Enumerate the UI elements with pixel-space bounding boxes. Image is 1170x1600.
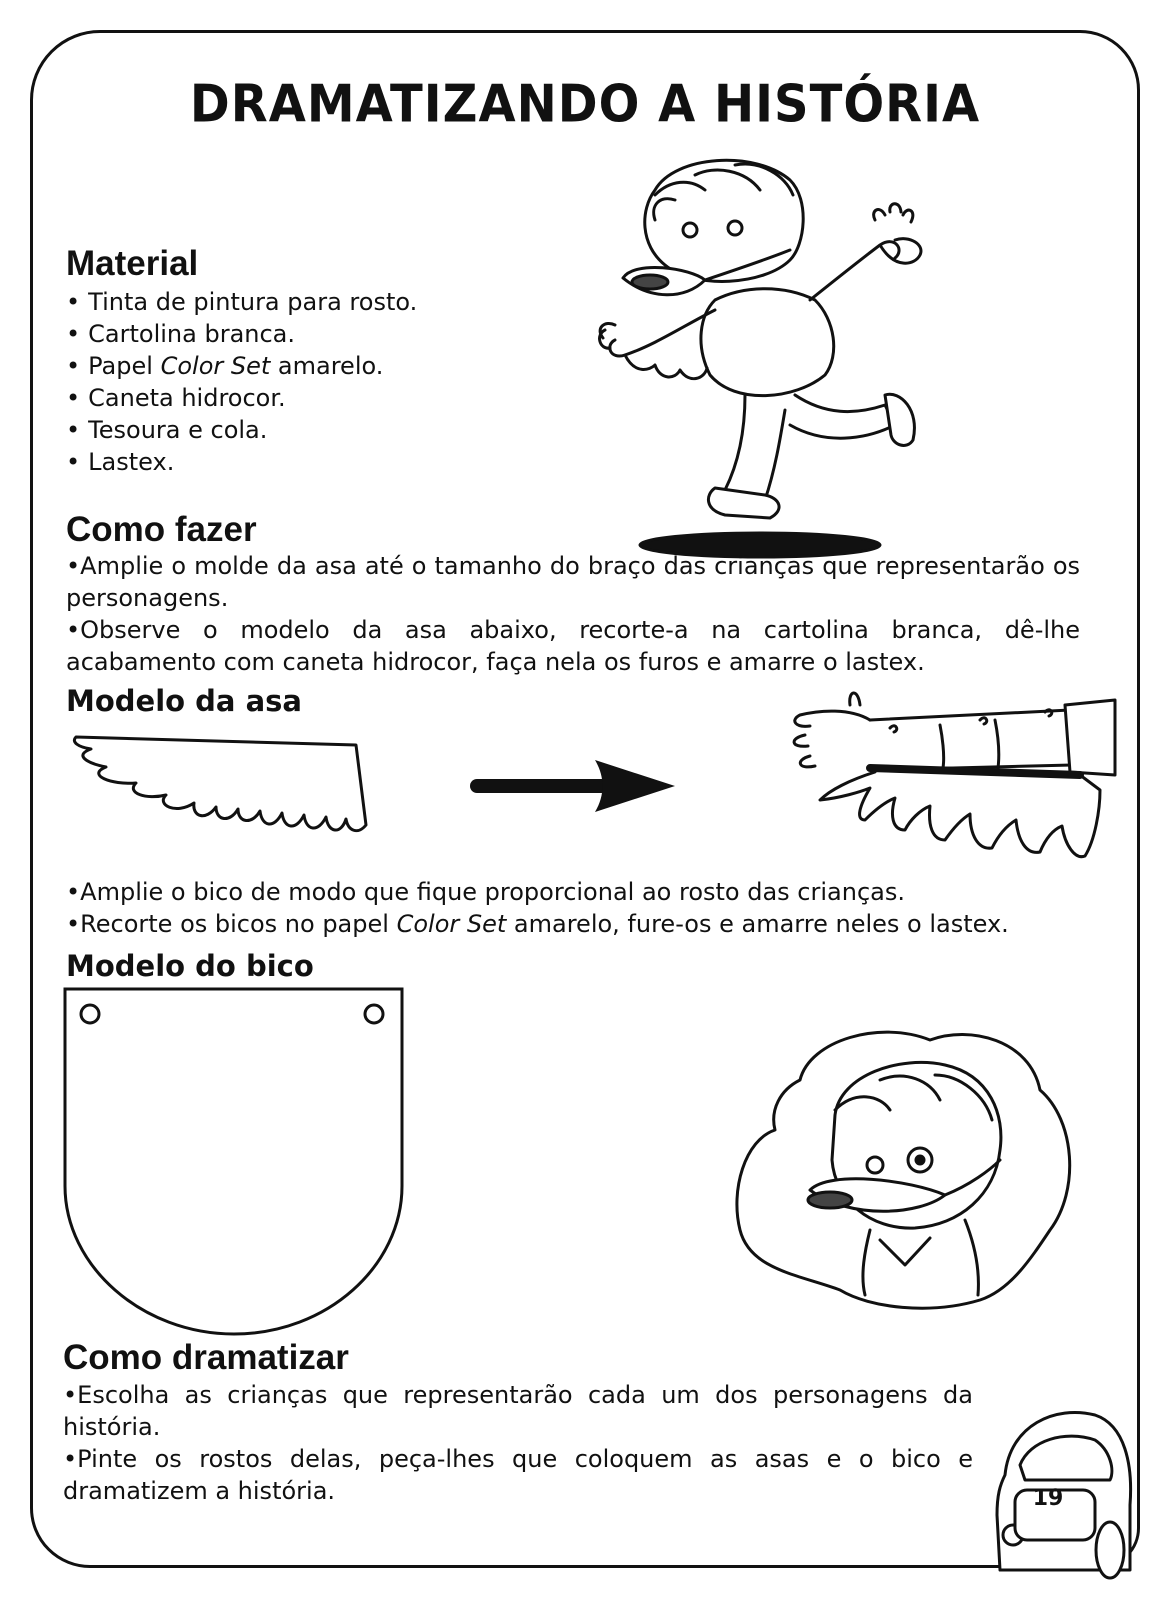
bico-instructions (66, 876, 1080, 940)
wing-template-illustration (66, 725, 378, 840)
list-item: • Tinta de pintura para rosto. (66, 286, 417, 318)
material-heading: Material (66, 244, 199, 283)
beak-template-illustration (62, 986, 407, 1338)
list-item: • Caneta hidrocor. (66, 382, 417, 414)
como-dramatizar-heading: Como dramatizar (63, 1338, 349, 1377)
child-face-with-beak-illustration (730, 1020, 1080, 1310)
instruction-paragraph: • Amplie o molde da asa até o tamanho do braço das crianças que representarão os personagens. (66, 550, 1080, 614)
list-item: • Tesoura e cola. (66, 414, 417, 446)
list-item: • Lastex. (66, 446, 417, 478)
como-fazer-text (66, 550, 1080, 678)
instruction-paragraph: • Escolha as crianças que representarão cada um dos personagens da história. (63, 1379, 973, 1443)
arrow-right-icon (465, 755, 680, 815)
list-item: • Cartolina branca. (66, 318, 417, 350)
material-list (66, 286, 417, 478)
modelo-asa-heading: Modelo da asa (66, 684, 302, 718)
arm-with-wing-illustration (780, 680, 1120, 880)
como-dramatizar-text (63, 1379, 973, 1507)
instruction-paragraph: • Pinte os rostos delas, peça-lhes que coloquem as asas e o bico e dramatizem a história. (63, 1443, 973, 1507)
modelo-bico-heading: Modelo do bico (66, 949, 314, 983)
instruction-paragraph: • Observe o modelo da asa abaixo, recorte-a na cartolina branca, dê-lhe acabamento com caneta hidrocor, faça nela os furos e amarre o lastex. (66, 614, 1080, 678)
instruction-paragraph: • Recorte os bicos no papel Color Set amarelo, fure-os e amarre neles o lastex. (66, 908, 1080, 940)
running-child-illustration (595, 150, 935, 560)
page-number: 19 (1032, 1486, 1064, 1511)
como-fazer-heading: Como fazer (66, 510, 257, 549)
list-item: • Papel Color Set amarelo. (66, 350, 417, 382)
instruction-paragraph: • Amplie o bico de modo que fique proporcional ao rosto das crianças. (66, 876, 1080, 908)
page-title: DRAMATIZANDO A HISTÓRIA (189, 73, 981, 135)
